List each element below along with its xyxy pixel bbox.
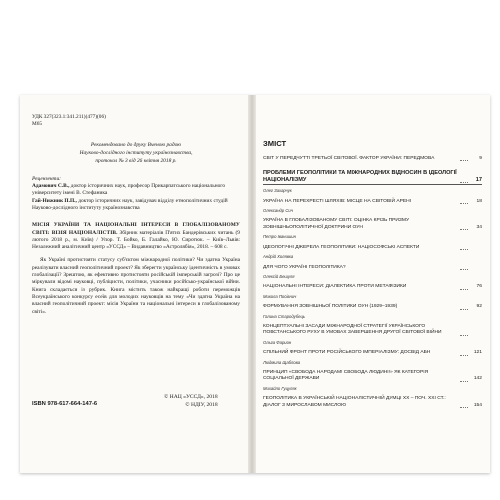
toc-page-number: 76 xyxy=(476,284,482,290)
toc-author: Галина Стародубець xyxy=(263,313,306,319)
isbn: ISBN 978-617-664-147-6 xyxy=(32,401,98,407)
toc-page-number: 121 xyxy=(473,350,482,356)
toc-entry-title: УКРАЇНА В ГЛОБАЛІЗОВАНОМУ СВІТІ: ОЦІНКА КРІЗЬ ПРИЗМУ ЗОВНІШНЬОПОЛІТИЧНОЇ ДОКТРИНИ ОУН xyxy=(263,218,410,230)
toc-author: Олег Захарчук xyxy=(263,188,292,194)
toc-leader xyxy=(460,289,468,290)
toc-entry-title: ГЕОПОЛІТИКА В УКРАЇНСЬКІЙ НАЦІОНАЛІСТИЧНІЙ ДУМЦІ ХХ – ПОЧ. ХХІ СТ.: ДІАЛОГ З МИРОСЛАВОМ МИСЛОЮ xyxy=(263,396,446,408)
toc-entry-title: УКРАЇНА НА ПЕРЕХРЕСТІ ШЛЯХІВ: МІСЦЕ НА СВІТОВІЙ АРЕНІ xyxy=(263,198,412,204)
toc-leader xyxy=(460,203,468,204)
copyright: © НАЦ «УССД», 2018 © НДІУ, 2018 xyxy=(164,394,218,409)
toc-page-number: 34 xyxy=(476,224,482,230)
toc-leader xyxy=(460,407,468,408)
reviewers-block xyxy=(32,176,240,212)
toc-entry xyxy=(263,245,482,251)
toc-page-number: 17 xyxy=(475,177,482,184)
toc-author: Олександр Сич xyxy=(263,208,293,214)
toc-page-number: 154 xyxy=(473,402,482,408)
toc-leader xyxy=(460,355,468,356)
toc-entry xyxy=(263,396,482,409)
book-gutter xyxy=(248,95,256,473)
toc-entry xyxy=(263,350,482,356)
toc-entry xyxy=(263,370,482,383)
toc-entry-title: ПРОБЛЕМИ ГЕОПОЛІТИКИ ТА МІЖНАРОДНИХ ВІДНОСИН В ІДЕОЛОГІЇ НАЦІОНАЛІЗМУ xyxy=(263,170,457,184)
toc-leader xyxy=(460,309,468,310)
toc-entry-title: СВІТ У ПЕРЕДЧУТТІ ТРЕТЬОЇ СВІТОВОЇ. ФАКТОР УКРАЇНИ: ПЕРЕДМОВА xyxy=(263,155,435,161)
section-rule xyxy=(263,184,482,185)
toc-page-number: 142 xyxy=(473,376,482,382)
toc-section-heading xyxy=(263,170,482,184)
bibliographic-entry: МІСІЯ УКРАЇНИ ТА НАЦІОНАЛЬНІ ІНТЕРЕСИ В ГЛОБАЛІЗОВАНОМУ СВІТІ: ВІЗІЯ НАЦІОНАЛІСТІВ. Збірник матеріалів П'ятих Бандерівських читань (9 лютого 2018 р., м. Київ) / Упор. Т. Бойко, Б. Галайко, Ю. Сиротюк. – Київ–Львів: Незалежний аналітичний центр «УССД» – Видавництво «Астролябія», 2018. – 608 с. xyxy=(32,222,240,251)
toc-author: Петро Іванишин xyxy=(263,234,296,240)
annotation: Як Україні протистояти статусу суб'єктом міжнародної політики? Чи здатна Україна реалізувати власний геополітичний проект? Як зберегти українську ідентичність в умовах глобалізації? Зрештою, як ефективно протистояти російській імперській загрозі? Про це міркували відомі науковці, публіцисти, політики, учасники російсько-української війни. Книга складається із рубрик. Книга містить також найкращі роботи переможців Всеукраїнського конкурсу есеїв для молодих науковців на тему «Чи здатна Україна на власний геополітичний проект: місія України та національні інтереси в глобалізованому світі». xyxy=(32,257,240,315)
toc-page-number: 92 xyxy=(476,304,482,310)
toc-leader xyxy=(460,249,468,250)
toc-author: Людмила Щаблова xyxy=(263,359,301,365)
toc-entry-title: СПІЛЬНИЙ ФРОНТ ПРОТИ РОСІЙСЬКОГО ІМПЕРІАЛІЗМУ: ДОСВІД АБН xyxy=(263,350,431,356)
toc-page-number: 9 xyxy=(479,155,482,161)
toc-entry-title: ФОРМУВАННЯ ЗОВНІШНЬОЇ ПОЛІТИКИ ОУН (1929–1939) xyxy=(263,304,398,310)
toc-entry xyxy=(263,199,482,205)
book-title: МІСІЯ УКРАЇНИ ТА НАЦІОНАЛЬНІ ІНТЕРЕСИ В ГЛОБАЛІЗОВАНОМУ СВІТІ: ВІЗІЯ НАЦІОНАЛІСТІВ. xyxy=(32,222,240,236)
book-spread xyxy=(20,95,490,473)
udk-code: УДК 327(323.1:341.211)(477)(06) xyxy=(32,114,106,120)
reviewers-label: Рецензенти: xyxy=(32,175,61,182)
toc-author: Ольга Фарион xyxy=(263,339,292,345)
contents-page xyxy=(256,95,490,473)
toc-author: Михайло Гуцуляк xyxy=(263,385,297,391)
toc-leader xyxy=(460,229,468,230)
toc-leader xyxy=(460,335,468,336)
toc-entry xyxy=(263,304,482,310)
toc-entry-title: ДЛЯ ЧОГО УКРАЇНІ ГЕОПОЛІТИКА? xyxy=(263,264,346,270)
toc-entry xyxy=(263,265,482,271)
toc-leader xyxy=(460,381,468,382)
toc-entry-title: ІДЕОЛОГІЧНІ ДЖЕРЕЛА ГЕОПОЛІТИКИ: НАЦІОСОФСЬКІ АСПЕКТИ xyxy=(263,244,420,250)
toc-entry xyxy=(263,284,482,290)
toc-leader xyxy=(460,160,468,161)
contents-title: ЗМІСТ xyxy=(263,139,287,148)
reviewer-entry: Гай-Нижник П.П., доктор історичних наук, завідувач відділу етнополітичних студій Науково-дослідного інституту українознавства xyxy=(32,197,228,211)
toc-entry xyxy=(263,156,482,162)
imprint-page xyxy=(20,95,248,473)
toc-leader xyxy=(460,269,468,270)
contents-list xyxy=(263,156,482,409)
toc-entry-title: ПРИНЦИП «СВОБОДА НАРОДАМ! СВОБОДА ЛЮДИНІ!» ЯК КАТЕГОРІЯ СОЦІАЛЬНОЇ ДЕРЖАВИ xyxy=(263,370,429,382)
toc-author: Андрій Холявка xyxy=(263,254,294,260)
toc-entry-title: НАЦІОНАЛЬНІ ІНТЕРЕСИ: ДІАЛЕКТИКА ПРОТИ МЕТАФІЗИКИ xyxy=(263,284,407,290)
toc-page-number: 18 xyxy=(476,198,482,204)
toc-author: Олексій Бешуля xyxy=(263,273,295,279)
toc-author: Микола Посівнич xyxy=(263,293,297,299)
toc-entry xyxy=(263,218,482,231)
toc-entry xyxy=(263,324,482,337)
recommendation-note: Рекомендовано до друку Вченою радою Науково-дослідного інституту українознавства, протокол № 3 від 26 квітня 2018 р. xyxy=(79,142,193,164)
bbk-code: М65 xyxy=(32,121,43,128)
reviewer-entry: Адамович С.В., доктор історичних наук, професор Прикарпатського національного університету імені В. Стефаника xyxy=(32,183,226,197)
toc-entry-title: КОНЦЕПТУАЛЬНІ ЗАСАДИ МІЖНАРОДНОЇ СТРАТЕГІЇ УКРАЇНСЬКОГО ПОВСТАНСЬКОГО РУХУ В УМОВАХ ЗАВЕРШЕННЯ ДРУГОЇ СВІТОВОЇ ВІЙНИ xyxy=(263,324,442,336)
toc-leader xyxy=(460,182,468,183)
